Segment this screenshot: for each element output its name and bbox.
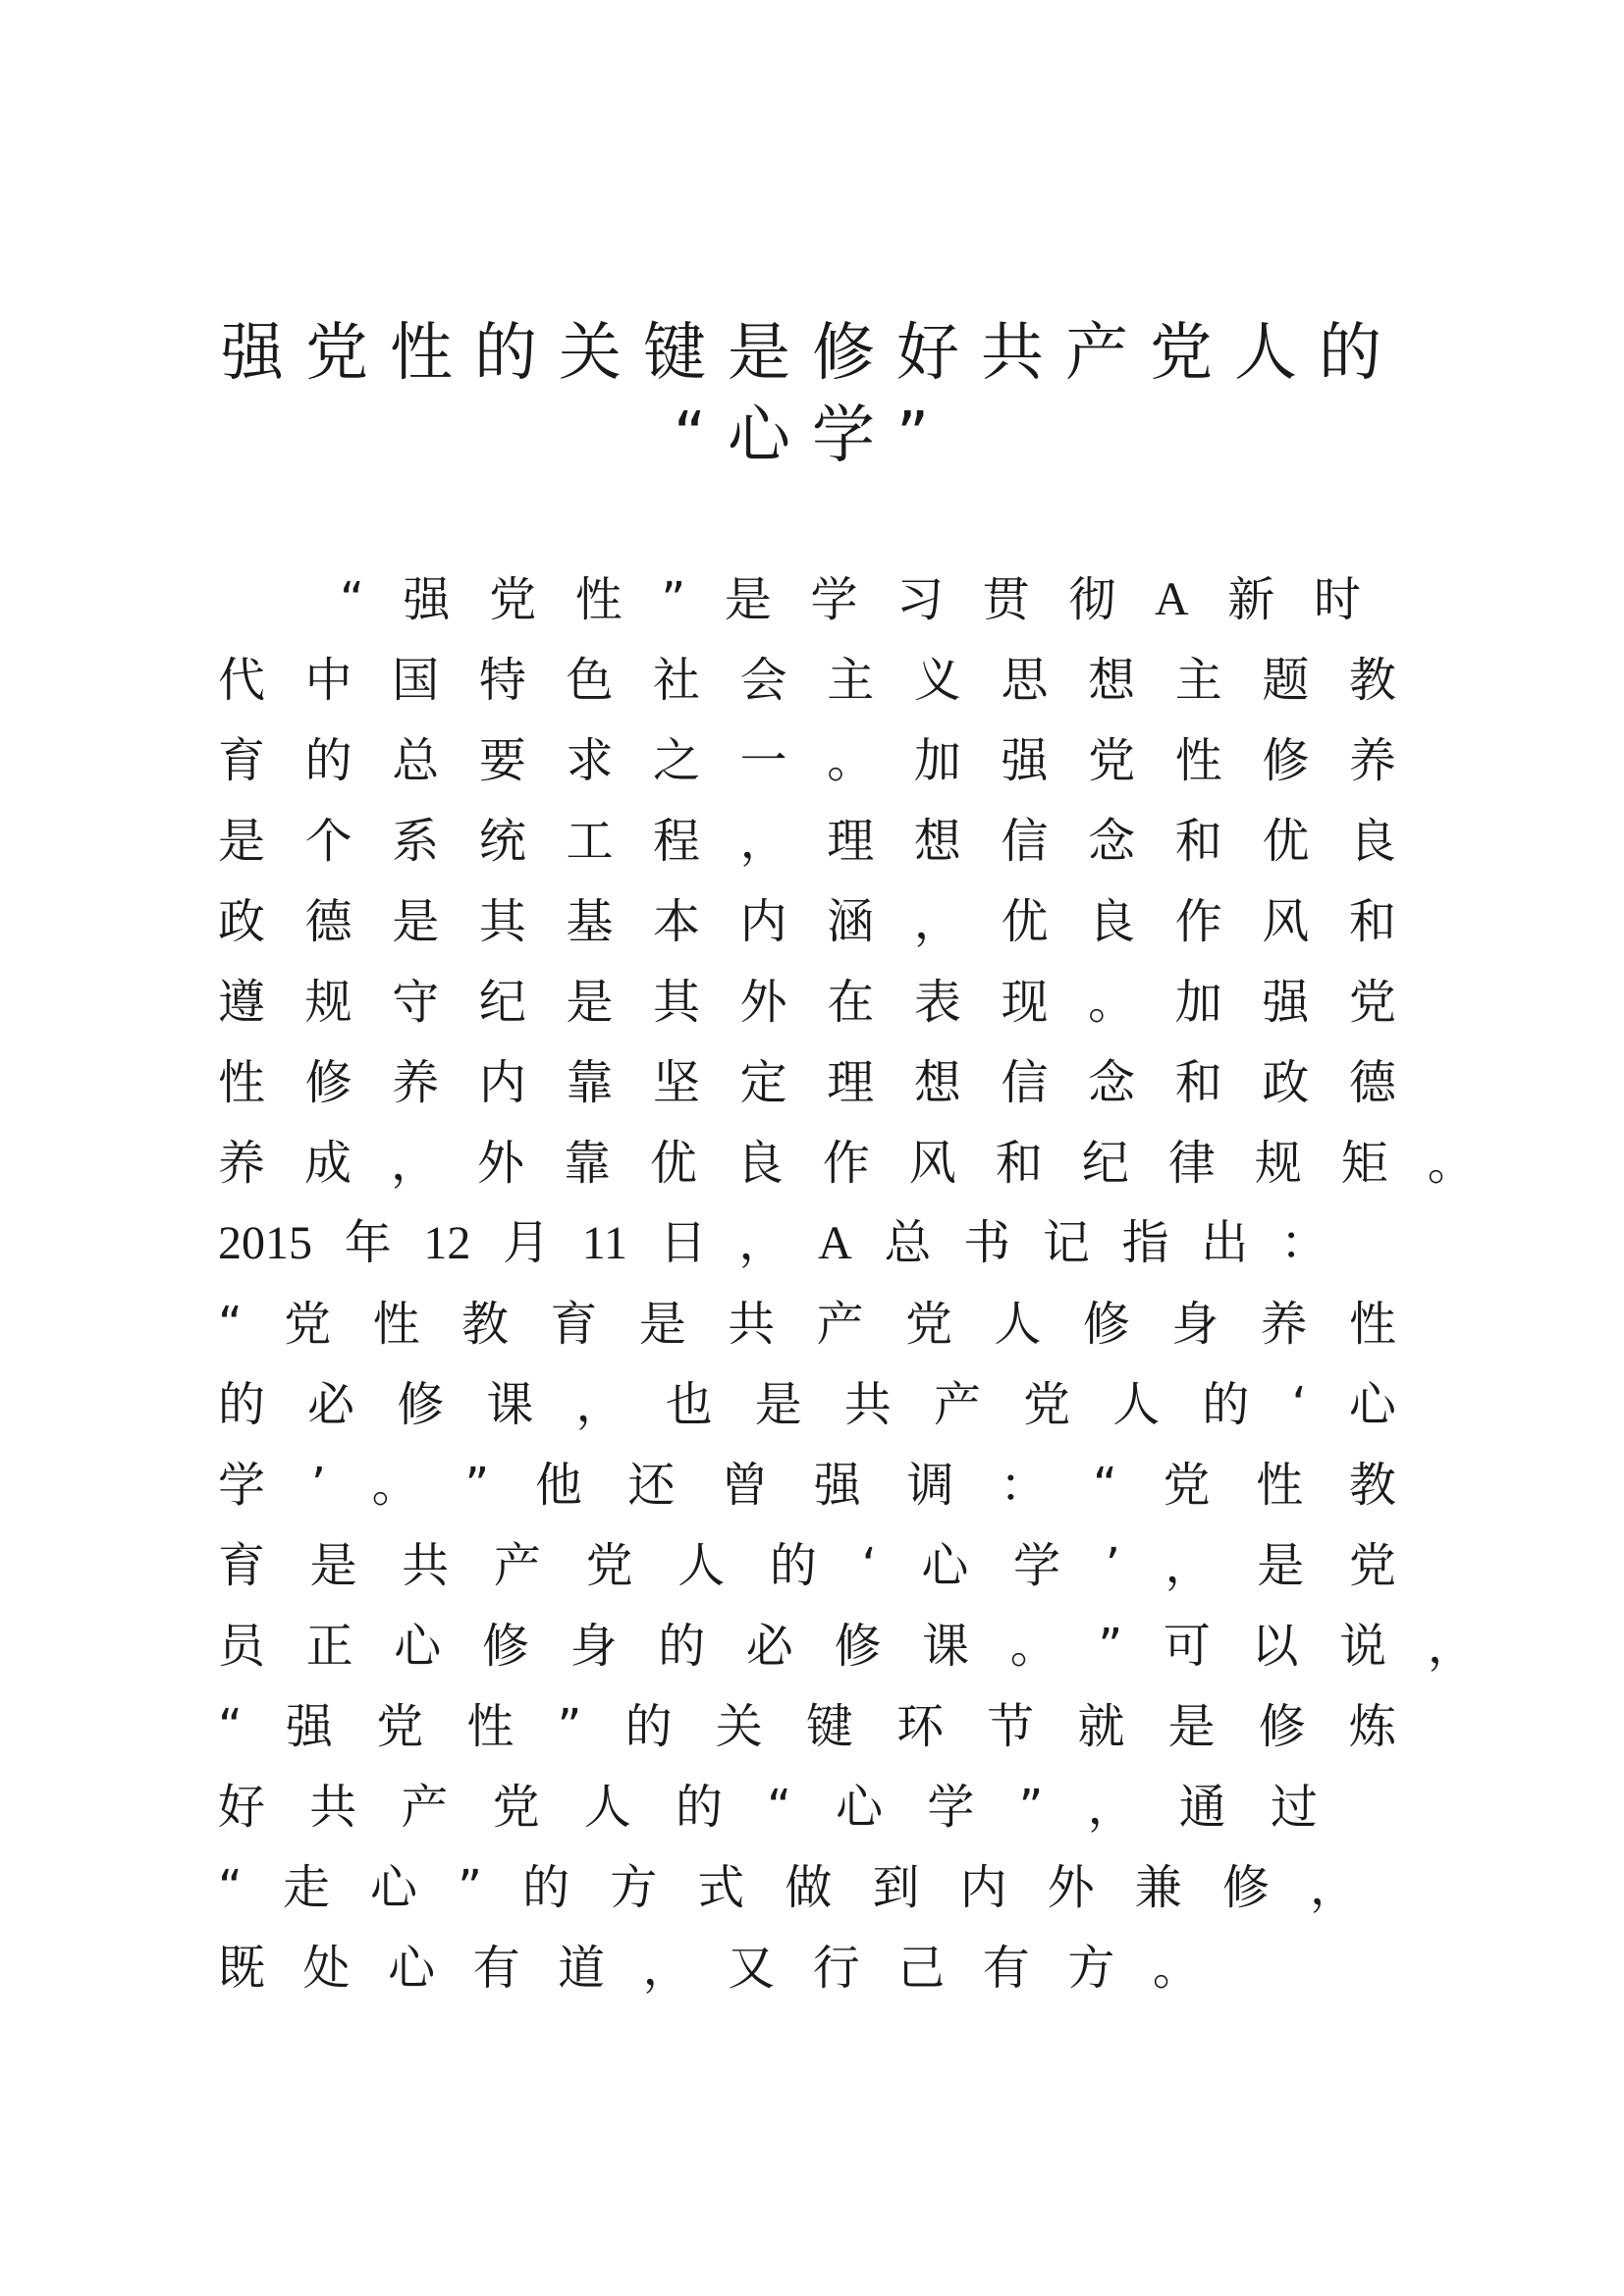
paragraph-line-18: 既 处 心 有 道 ， 又 行 己 有 方 。 (218, 1941, 1200, 1996)
paragraph-line-12: 学 ’ 。 ” 他 还 曾 强 调 ： “ 党 性 教 (218, 1458, 1396, 1513)
paragraph-line-10: “ 党 性 教 育 是 共 产 党 人 修 身 养 性 (218, 1297, 1396, 1352)
paragraph-line-3: 育 的 总 要 求 之 一 。 加 强 党 性 修 养 (218, 733, 1396, 788)
paragraph-line-2: 代 中 国 特 色 社 会 主 义 思 想 主 题 教 (218, 653, 1396, 708)
paragraph-line-6: 遵 规 守 纪 是 其 外 在 表 现 。 加 强 党 (218, 975, 1396, 1030)
paragraph-line-16: 好 共 产 党 人 的 “ 心 学 ” ， 通 过 (218, 1780, 1318, 1835)
document-title-line-1: 强党性的关键是修好共产党人的 (221, 317, 1403, 390)
paragraph-line-5: 政 德 是 其 基 本 内 涵 ， 优 良 作 风 和 (218, 894, 1396, 949)
paragraph-line-7: 性 修 养 内 靠 坚 定 理 想 信 念 和 政 德 (218, 1055, 1396, 1110)
paragraph-line-1: “ 强 党 性 ” 是 学 习 贯 彻 A 新 时 (340, 572, 1361, 627)
paragraph-line-9: 2015 年 12 月 11 日 ， A 总 书 记 指 出 ： (218, 1217, 1327, 1269)
paragraph-line-11: 的 必 修 课 ， 也 是 共 产 党 人 的 ‘ 心 (218, 1377, 1396, 1432)
paragraph-line-13: 育 是 共 产 党 人 的 ‘ 心 学 ’ ， 是 党 (218, 1538, 1396, 1593)
paragraph-line-17: “ 走 心 ” 的 方 式 做 到 内 外 兼 修 ， (218, 1860, 1357, 1915)
paragraph-line-14: 员 正 心 修 身 的 必 修 课 。 ” 可 以 说 ， (218, 1619, 1475, 1674)
paragraph-line-15: “ 强 党 性 ” 的 关 键 环 节 就 是 修 炼 (218, 1699, 1396, 1754)
document-title-line-2: “心学” (673, 400, 951, 472)
paragraph-line-8: 养 成 ， 外 靠 优 良 作 风 和 纪 律 规 矩 。 (218, 1136, 1475, 1191)
paragraph-line-4: 是 个 系 统 工 程 ， 理 想 信 念 和 优 良 (218, 814, 1396, 869)
